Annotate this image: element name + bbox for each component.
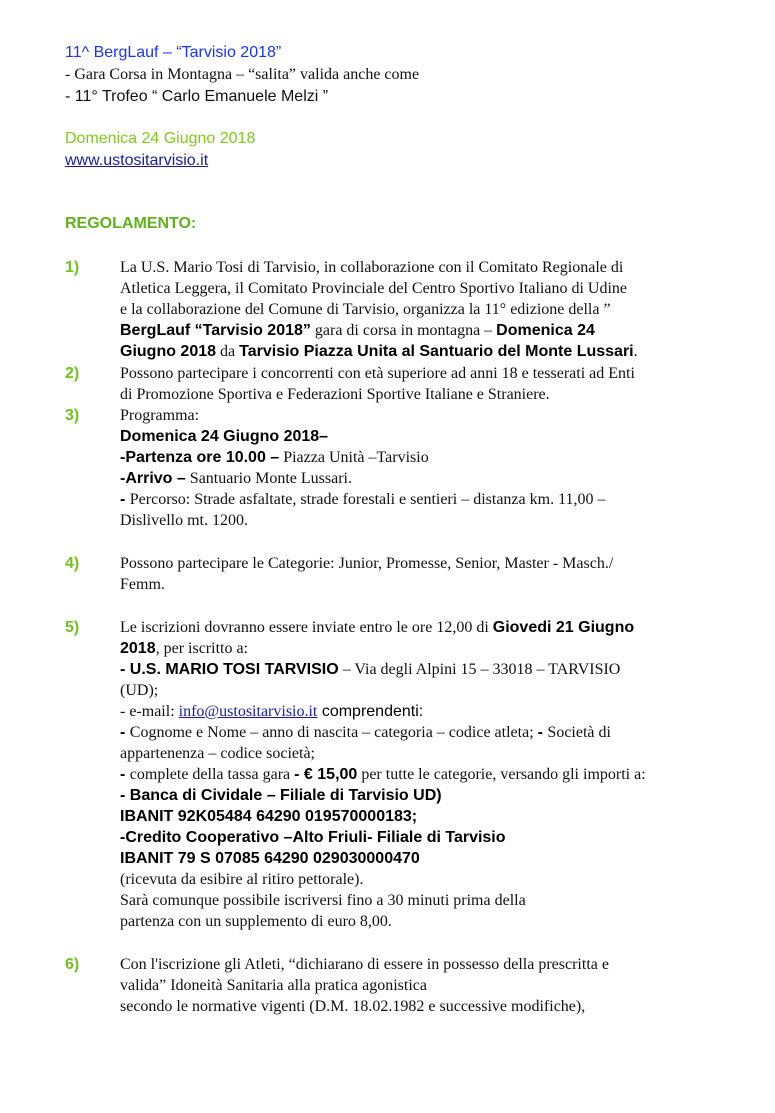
start-time-bold: -Partenza ore 10.00 – xyxy=(120,449,280,466)
event-month-bold: Giugno 2018 xyxy=(120,343,217,360)
item-1-line-5-period: . xyxy=(633,343,638,360)
item-4-line-2: Femm. xyxy=(120,576,165,593)
item-1-line-2: Atletica Leggera, il Comitato Provinciale del Centro Sportivo Italiano di Udine xyxy=(120,280,627,297)
start-location: Piazza Unità –Tarvisio xyxy=(279,449,429,466)
item-3-line-3 xyxy=(120,448,429,468)
club-address: – Via degli Alpini 15 – 33018 – TARVISIO xyxy=(338,661,621,678)
item-1-line-5 xyxy=(120,342,638,362)
item-5-line-1 xyxy=(120,618,634,638)
late-registration-line-2: partenza con un supplemento di euro 8,00. xyxy=(120,913,392,930)
bank-1-name: - Banca di Cividale – Filiale di Tarvisio UD) xyxy=(120,787,442,804)
arrival-bold: -Arrivo – xyxy=(120,470,186,487)
receipt-note: (ricevuta da esibire al ritiro pettorale). xyxy=(120,871,364,888)
item-5-dash-2: - xyxy=(537,724,548,741)
item-5-line-2 xyxy=(120,639,248,659)
item-5-line-8 xyxy=(120,765,646,785)
item-number-2: 2) xyxy=(65,365,80,382)
bank-1-iban: IBANIT 92K05484 64290 019570000183; xyxy=(120,808,418,825)
item-number-4: 4) xyxy=(65,555,80,572)
route-description: Percorso: Strade asfaltate, strade forestali e sentieri – distanza km. 11,00 – xyxy=(129,491,606,508)
fee-categories-text: per tutte le categorie, versando gli importi a: xyxy=(357,766,646,783)
item-1-line-4 xyxy=(120,321,595,341)
header-line-trofeo: - 11° Trofeo “ Carlo Emanuele Melzi ” xyxy=(65,88,329,105)
item-4-line-1: Possono partecipare le Categorie: Junior, Promesse, Senior, Master - Masch./ xyxy=(120,555,614,572)
item-6-line-2: valida” Idoneità Sanitaria alla pratica agonistica xyxy=(120,977,427,994)
item-5-line-6 xyxy=(120,723,611,743)
event-date: Domenica 24 Giugno 2018 xyxy=(65,130,256,147)
item-6-line-1: Con l'iscrizione gli Atleti, “dichiarano di essere in possesso della prescritta e xyxy=(120,956,609,973)
fee-amount-bold: - € 15,00 xyxy=(294,766,358,783)
deadline-text: Le iscrizioni dovranno essere inviate entro le ore 12,00 di xyxy=(120,619,493,636)
document-title: 11^ BergLauf – “Tarvisio 2018” xyxy=(65,44,282,61)
item-1-line-1: La U.S. Mario Tosi di Tarvisio, in collaborazione con il Comitato Regionale di xyxy=(120,259,624,276)
item-1-line-4-text: gara di corsa in montagna – xyxy=(310,322,497,339)
route-bold: Tarvisio Piazza Unita al Santuario del Monte Lussari xyxy=(239,343,634,360)
item-3-line-2: Domenica 24 Giugno 2018– xyxy=(120,428,329,445)
item-3-line-5 xyxy=(120,490,605,510)
item-5-line-7: appartenenza – codice società; xyxy=(120,745,315,762)
item-6-line-3: secondo le normative vigenti (D.M. 18.02.1982 e successive modifiche), xyxy=(120,998,586,1015)
bank-2-name: -Credito Cooperativo –Alto Friuli- Filiale di Tarvisio xyxy=(120,829,506,846)
event-name-bold: BergLauf “Tarvisio 2018” xyxy=(120,322,311,339)
regolamento-heading: REGOLAMENTO: xyxy=(65,215,197,232)
deadline-date-bold: Giovedi 21 Giugno xyxy=(492,619,635,636)
item-3-dash: - xyxy=(120,491,130,508)
email-label: - e-mail: xyxy=(120,703,179,720)
item-number-6: 6) xyxy=(65,956,80,973)
arrival-location: Santuario Monte Lussari. xyxy=(185,470,352,487)
item-5-line-5 xyxy=(120,702,423,722)
item-3-line-6: Dislivello mt. 1200. xyxy=(120,512,248,529)
item-number-5: 5) xyxy=(65,619,80,636)
societa-text: Società di xyxy=(547,724,611,741)
item-2-line-1: Possono partecipare i concorrenti con età superiore ad anni 18 e tesserati ad Enti xyxy=(120,365,635,382)
item-3-line-1: Programma: xyxy=(120,407,200,424)
item-2-line-2: di Promozione Sportiva e Federazioni Sportive Italiane e Straniere. xyxy=(120,386,550,403)
club-name-bold: - U.S. MARIO TOSI TARVISIO xyxy=(120,661,339,678)
deadline-year-bold: 2018 xyxy=(120,640,156,657)
required-data-text: Cognome e Nome – anno di nascita – categoria – codice atleta; xyxy=(129,724,538,741)
item-5-line-3 xyxy=(120,660,620,680)
item-3-line-4 xyxy=(120,469,352,489)
website-link-wrapper xyxy=(65,151,208,171)
header-line-gara: - Gara Corsa in Montagna – “salita” valida anche come xyxy=(65,66,420,83)
item-5-line-2-text: , per iscritto a: xyxy=(155,640,249,657)
email-link[interactable]: info@ustositarvisio.it xyxy=(178,703,318,720)
item-number-3: 3) xyxy=(65,407,80,424)
item-5-line-4: (UD); xyxy=(120,682,159,699)
bank-2-iban: IBANIT 79 S 07085 64290 029030000470 xyxy=(120,850,420,867)
item-1-line-3: e la collaborazione del Comune di Tarvisio, organizza la 11° edizione della ” xyxy=(120,301,611,318)
event-date-bold: Domenica 24 xyxy=(496,322,595,339)
email-suffix: comprendenti: xyxy=(317,703,424,720)
fee-text: complete della tassa gara xyxy=(129,766,295,783)
item-1-line-5-da: da xyxy=(216,343,240,360)
item-number-1: 1) xyxy=(65,259,80,276)
item-5-dash-1: - xyxy=(120,724,130,741)
item-5-dash-3: - xyxy=(120,766,130,783)
website-link[interactable]: www.ustositarvisio.it xyxy=(65,152,209,169)
late-registration-line-1: Sarà comunque possibile iscriversi fino a 30 minuti prima della xyxy=(120,892,526,909)
